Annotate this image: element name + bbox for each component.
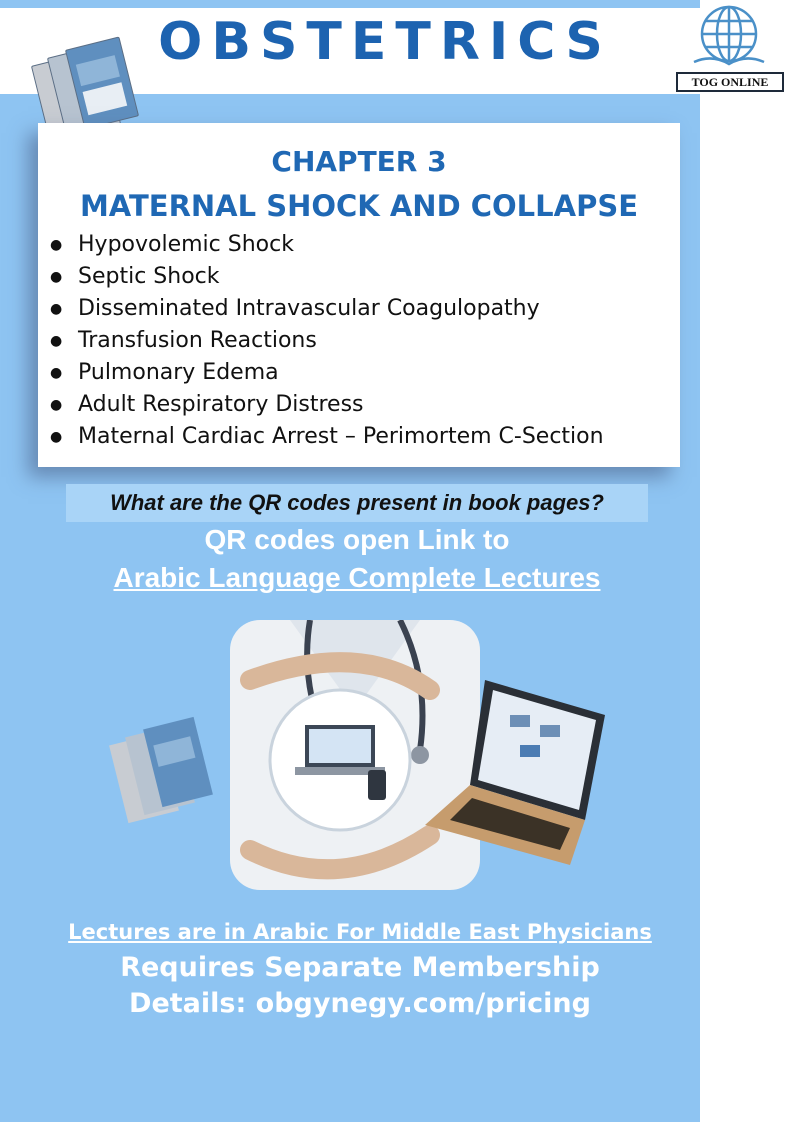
page-title: OBSTETRICS [158, 12, 612, 72]
book-stack-image-middle [109, 717, 213, 823]
topic-item: ● Pulmonary Edema [48, 357, 604, 389]
topic-item: ● Maternal Cardiac Arrest – Perimortem C-Section [48, 421, 604, 453]
chapter-number: CHAPTER 3 [271, 145, 447, 178]
qr-question: What are the QR codes present in book pages? [110, 490, 604, 515]
arabic-lectures-note: Lectures are in Arabic For Middle East Physicians [68, 920, 652, 944]
topic-item: ● Septic Shock [48, 261, 604, 293]
chapter-box [38, 123, 680, 467]
pricing-details: Details: obgynegy.com/pricing [129, 988, 591, 1019]
arabic-lectures-link[interactable]: Arabic Language Complete Lectures [113, 562, 601, 593]
topic-list [48, 229, 604, 453]
qr-info-line: QR codes open Link to [204, 524, 510, 555]
doctor-laptop-illustration [100, 620, 620, 900]
logo-label: TOG ONLINE [676, 72, 784, 92]
topic-item: ● Disseminated Intravascular Coagulopathy [48, 293, 604, 325]
topic-item: ● Hypovolemic Shock [48, 229, 604, 261]
topic-item: ● Transfusion Reactions [48, 325, 604, 357]
chapter-title: MATERNAL SHOCK AND COLLAPSE [79, 189, 639, 223]
membership-note: Requires Separate Membership [120, 952, 600, 983]
topic-item: ● Adult Respiratory Distress [48, 389, 604, 421]
